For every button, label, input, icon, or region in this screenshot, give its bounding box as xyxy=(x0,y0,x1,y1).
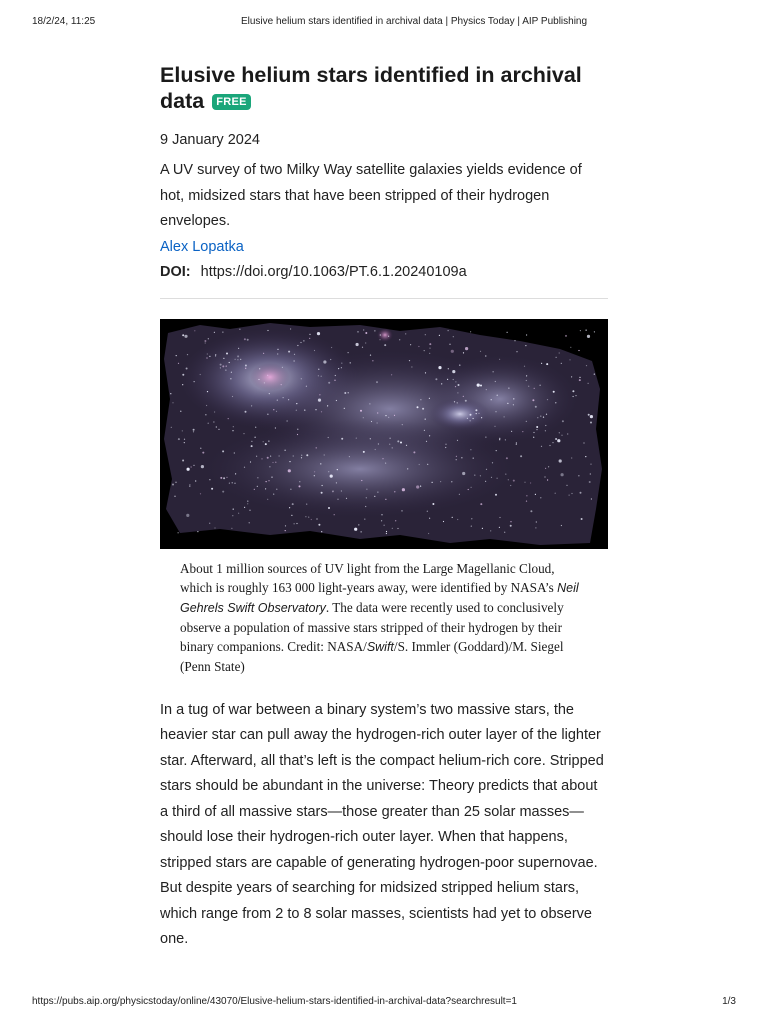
free-badge: FREE xyxy=(212,94,251,110)
article-title-text: Elusive helium stars identified in archival data xyxy=(160,63,582,113)
divider xyxy=(160,298,608,299)
doi-label: DOI: xyxy=(160,263,191,280)
caption-observatory: Neil Gehrels Swift Observatory xyxy=(180,580,579,615)
print-header xyxy=(32,16,736,30)
caption-swift: Swift xyxy=(366,639,394,654)
article xyxy=(160,62,608,953)
print-page-title: Elusive helium stars identified in archival data | Physics Today | AIP Publishing xyxy=(240,16,588,27)
magellanic-cloud-image xyxy=(160,319,608,549)
figure-caption xyxy=(180,559,590,676)
doi-value[interactable]: https://doi.org/10.1063/PT.6.1.20240109a xyxy=(200,263,467,280)
caption-text-3: /S. Immler (Goddard)/M. Siegel (Penn State) xyxy=(180,638,564,674)
uv-galaxy-picture xyxy=(160,319,608,549)
print-url: https://pubs.aip.org/physicstoday/online/43070/Elusive-helium-stars-identified-in-archival-data?searchresult=1 xyxy=(32,996,517,1007)
print-footer xyxy=(32,996,736,1010)
doi-row xyxy=(160,264,608,280)
author-link[interactable]: Alex Lopatka xyxy=(160,238,244,255)
caption-text-1: About 1 million sources of UV light from the Large Magellanic Cloud, which is roughly 163 000 light-years away, were identified by NASA’s xyxy=(180,560,558,595)
article-body-paragraph: In a tug of war between a binary system’s two massive stars, the heavier star can pull away the hydrogen-rich outer layer of the lighter star. Afterward, all that’s left is the compact helium-rich core. Stripped stars should be abundant in the universe: Theory predicts that about a third of all massive stars—those greater than 25 solar masses—should lose their hydrogen-rich outer layer. When that happens, stripped stars are capable of generating hydrogen-poor supernovae. But despite years of searching for midsized stripped helium stars, which range from 2 to 8 solar masses, scientists had yet to observe one. xyxy=(160,701,604,947)
page-number: 1/3 xyxy=(722,996,736,1007)
article-title xyxy=(160,62,608,114)
caption-text-2: . The data were recently used to conclusively observe a population of massive stars stripped of their hydrogen by their binary companions. Credit: NASA/ xyxy=(180,599,564,654)
article-summary: A UV survey of two Milky Way satellite galaxies yields evidence of hot, midsized stars that have been stripped of their hydrogen envelopes. xyxy=(160,162,582,229)
print-date: 18/2/24, 11:25 xyxy=(32,16,96,27)
publication-date: 9 January 2024 xyxy=(160,132,260,148)
